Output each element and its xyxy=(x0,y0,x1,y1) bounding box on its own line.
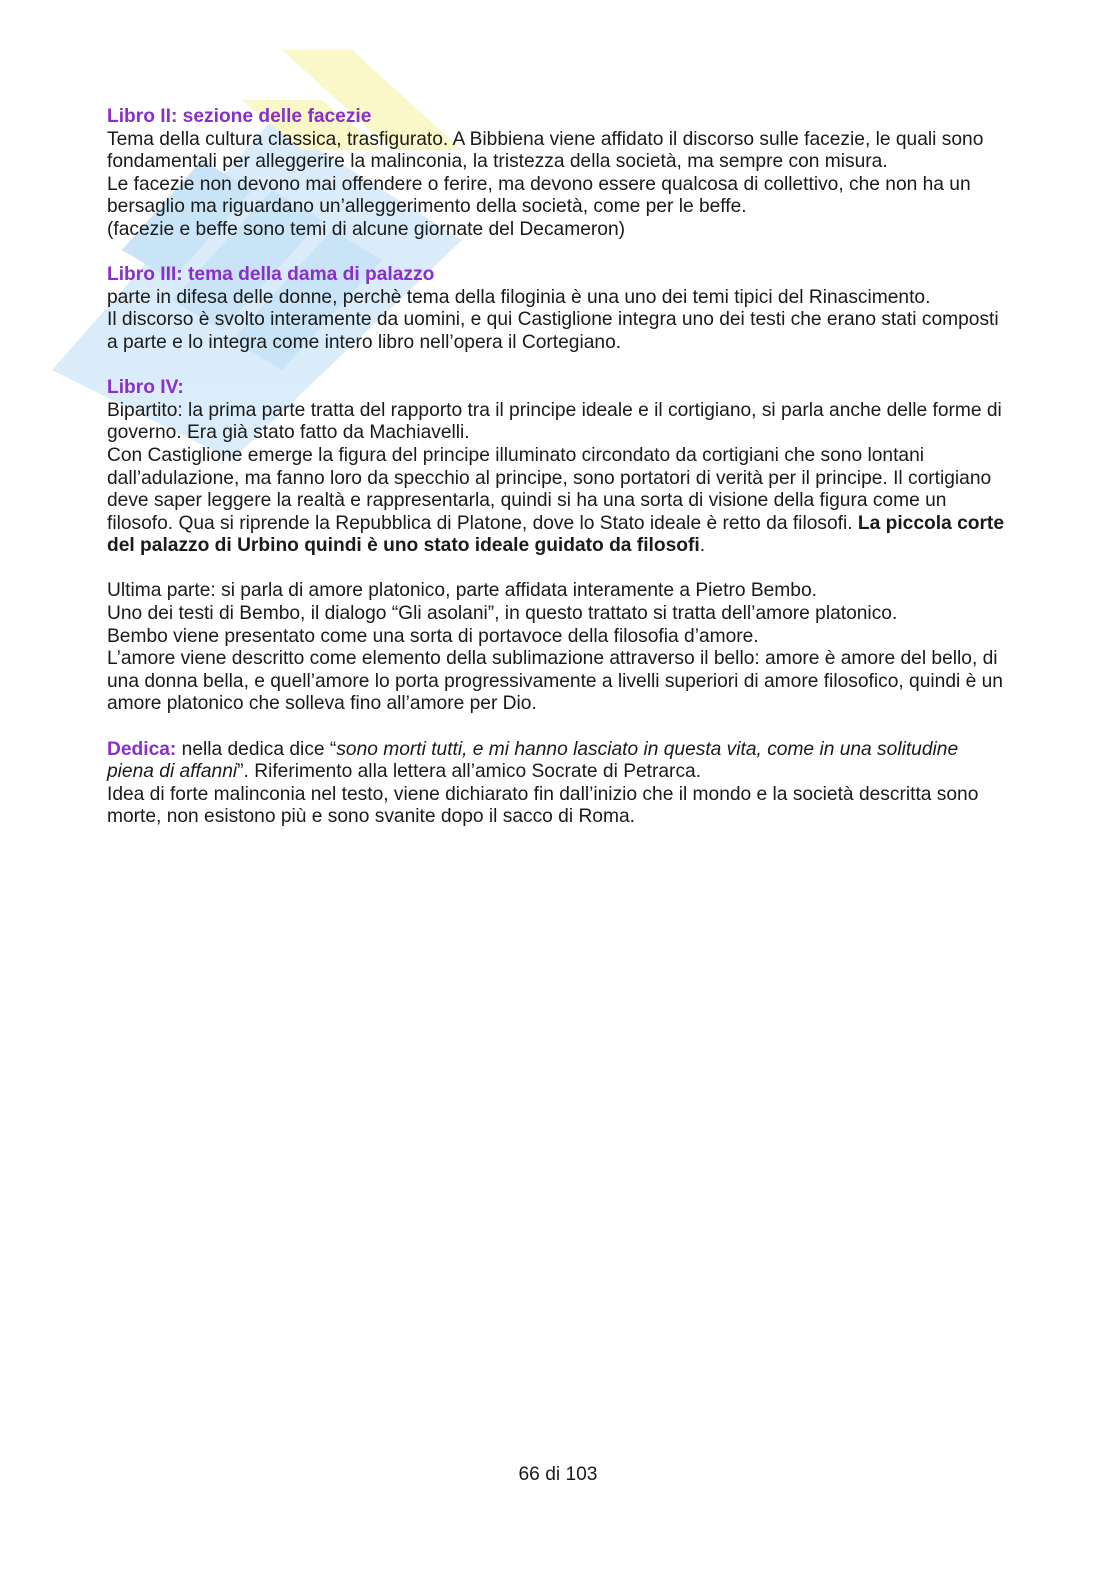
paragraph-text: Con Castiglione emerge la figura del principe illuminato circondato da cortigiani che sono lontani dall’adulazione, ma fanno loro da specchio al principe, sono portatori di verità per il principe. Il cortigiano deve saper leggere la realtà e rappresentarla, quindi si ha una sorta di visione della figura come un filosofo. Qua si riprende la Repubblica di Platone, dove lo Stato ideale è retto da filosofi. xyxy=(107,444,992,534)
page-body xyxy=(107,106,1007,829)
section-libro-3 xyxy=(107,264,1007,354)
section-libro-4 xyxy=(107,377,1007,558)
paragraph-line: L’amore viene descritto come elemento della sublimazione attraverso il bello: amore è amore del bello, di una donna bella, e quell’amore lo porta progressivamente a livelli superiori di amore filosofico, quindi è un amore platonico che solleva fino all’amore per Dio. xyxy=(107,648,1003,715)
paragraph-line: Bipartito: la prima parte tratta del rapporto tra il principe ideale e il cortigiano, si parla anche delle forme di governo. Era già stato fatto da Machiavelli. xyxy=(107,399,1002,444)
page-number: 66 di 103 xyxy=(518,1464,598,1485)
paragraph-line: Ultima parte: si parla di amore platonico, parte affidata interamente a Pietro Bembo. xyxy=(107,580,817,602)
paragraph-line: Uno dei testi di Bembo, il dialogo “Gli asolani”, in questo trattato si tratta dell’amore platonico. xyxy=(107,603,898,625)
paragraph-line: Il discorso è svolto interamente da uomini, e qui Castiglione integra uno dei testi che erano stati composti a parte e lo integra come intero libro nell’opera il Cortegiano. xyxy=(107,309,999,353)
paragraph-line: Idea di forte malinconia nel testo, viene dichiarato fin dall’inizio che il mondo e la società descritta sono morte, non esistono più e sono svanite dopo il sacco di Roma. xyxy=(107,783,979,828)
paragraph-line: Bembo viene presentato come una sorta di portavoce della filosofia d’amore. xyxy=(107,625,759,647)
section-dedica xyxy=(107,739,1007,829)
paragraph-with-quote xyxy=(107,739,1007,784)
section-heading: Libro IV: xyxy=(107,377,184,399)
section-ultima-parte xyxy=(107,580,1007,716)
italic-quote: sono morti tutti, e mi hanno lasciato in questa vita, come in una solitudine piena di affanni xyxy=(107,738,959,783)
paragraph-line: Tema della cultura classica, trasfigurato. A Bibbiena viene affidato il discorso sulle facezie, le quali sono fondamentali per alleggerire la malinconia, la tristezza della società, ma sempre con misura. xyxy=(107,128,984,173)
paragraph-text: . xyxy=(699,535,706,557)
paragraph-line: parte in difesa delle donne, perchè tema della filoginia è una uno dei temi tipici del Rinascimento. xyxy=(107,286,931,308)
paragraph-line: (facezie e beffe sono temi di alcune giornate del Decameron) xyxy=(107,218,626,240)
bold-statement: La piccola corte del palazzo di Urbino quindi è uno stato ideale guidato da filosofi xyxy=(107,512,1004,557)
paragraph-text: ”. Riferimento alla lettera all’amico Socrate di Petrarca. xyxy=(237,761,702,783)
paragraph-line: Le facezie non devono mai offendere o ferire, ma devono essere qualcosa di collettivo, che non ha un bersaglio ma riguardano un’alleggerimento della società, come per le beffe. xyxy=(107,173,971,218)
section-heading: Libro III: tema della dama di palazzo xyxy=(107,264,435,286)
paragraph-with-bold xyxy=(107,445,1007,558)
section-libro-2 xyxy=(107,106,1007,242)
section-heading: Dedica: xyxy=(107,738,177,760)
paragraph-text: nella dedica dice “ xyxy=(176,738,337,760)
section-heading: Libro II: sezione delle facezie xyxy=(107,106,372,127)
